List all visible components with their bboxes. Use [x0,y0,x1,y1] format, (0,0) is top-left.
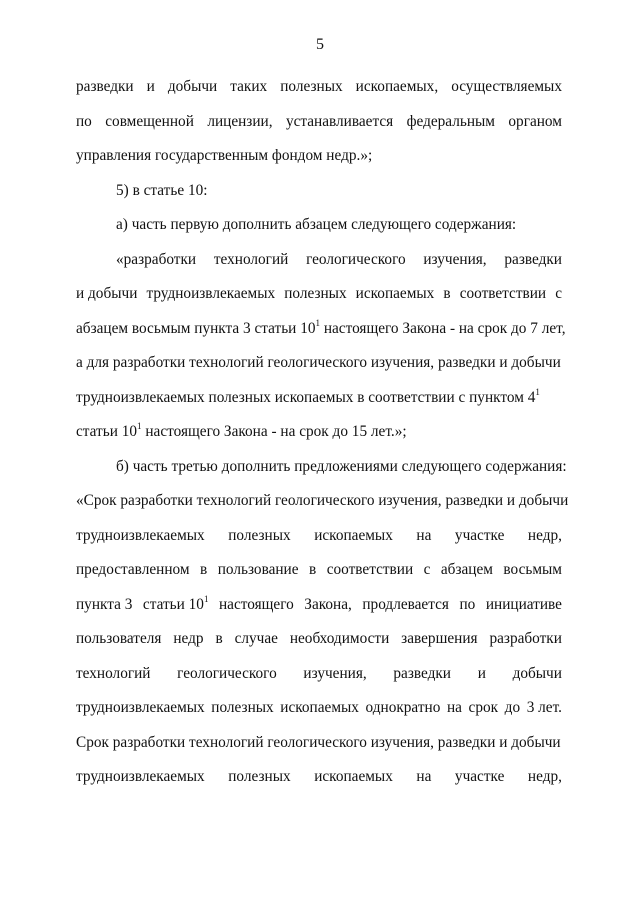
word: необходимости [289,630,390,647]
text-line [76,105,562,140]
word: федеральным [406,112,495,130]
text-segment: статьи 10 [76,423,138,440]
text-line [76,415,562,450]
word: абзацем [440,561,493,578]
word: участке [454,768,505,785]
text-line [76,553,562,588]
word: технологий [213,250,289,268]
word: пункта 3 [76,595,133,613]
text-segment: настоящего Закона - на срок до 15 лет.»; [141,423,407,440]
word: настоящего [218,595,294,613]
list-item-heading: 5) в статье 10: [116,181,208,199]
word: ископаемых [314,768,393,785]
word: разведки [504,250,562,268]
text-line [76,70,562,105]
word: совмещенной [105,112,194,130]
word: в [309,561,317,578]
word: в [443,285,451,302]
superscript: 1 [137,421,142,431]
word: на [416,526,432,544]
page-number: 5 [316,36,324,53]
word: участке [454,526,505,544]
word: «разработки [116,250,197,268]
word: технологий [76,664,151,682]
word: разработки [489,630,562,647]
superscript: 1 [203,593,209,604]
word: пользователя [76,630,162,647]
word: ископаемых [355,285,435,302]
word: по [459,595,476,613]
word: полезных [211,699,274,716]
text-line [76,588,562,623]
text-line [76,622,562,657]
text-line [76,277,562,312]
word: однократно [365,699,441,716]
text-line [76,381,562,416]
text-line [76,519,562,554]
text-segment: трудноизвлекаемых полезных ископаемых в соответствии с пунктом 4 [76,388,536,406]
word: геологического [177,664,277,682]
superscript: 1 [315,317,320,328]
word: с [555,285,562,302]
word: изучения, [303,664,367,682]
word: и [477,664,486,682]
text-line: управления государственным фондом недр.»; [76,147,373,164]
text-line [76,657,562,692]
word: 3 лет. [526,699,562,716]
word: инициативе [485,595,562,613]
word: лицензии, [207,112,273,130]
word: добычи [167,78,218,95]
word: завершения [401,630,478,647]
text-segment: абзацем восьмым пункта 3 статьи 10 [76,319,316,337]
word: на [416,768,432,785]
word: разведки [76,78,134,95]
word: таких [230,78,268,95]
word: и добычи [76,285,138,302]
word: изучения, [423,250,487,268]
word: ископаемых, [355,78,439,95]
word: полезных [228,768,291,785]
text-line: а для разработки технологий геологического изучения, разведки и добычи [76,354,561,371]
sub-item-a: а) часть первую дополнить абзацем следующего содержания: [116,216,517,233]
word: по [76,112,92,130]
word: полезных [280,78,343,95]
word: недр, [527,768,562,785]
word: случае [234,630,278,647]
word: добычи [512,664,562,682]
sub-item-b: б) часть третью дополнить предложениями следующего содержания: [116,457,567,475]
word: устанавливается [285,112,394,130]
word: разведки [393,664,451,682]
word: восьмым [503,561,562,578]
word: в [200,561,208,578]
document-body [76,70,569,795]
word: ископаемых [280,699,359,716]
word: трудноизвлекаемых [76,768,205,785]
word: полезных [228,526,291,544]
word: трудноизвлекаемых [76,526,205,544]
word: Закона, [304,595,352,613]
word: полезных [284,285,347,302]
text-line [76,312,566,347]
text-segment: статьи 10 [142,595,204,613]
text-segment: настоящего Закона - на срок до 7 лет, [320,319,566,337]
word: пользование [217,561,299,578]
word: до [504,699,521,716]
word: органом [508,112,562,130]
word: на [446,699,462,716]
word: в [215,630,223,647]
word: недр [173,630,204,647]
word: геологического [306,250,406,268]
word: трудноизвлекаемых [146,285,276,302]
word: с [423,561,431,578]
text-line [76,691,562,726]
text-line: «Срок разработки технологий геологического изучения, разведки и добычи [76,492,569,509]
word [143,588,209,623]
text-line [76,760,562,795]
word: ископаемых [314,526,393,544]
word: осуществляемых [451,78,562,95]
word: трудноизвлекаемых [76,699,205,716]
word: соответствии [326,561,414,578]
word: срок [468,699,499,716]
superscript: 1 [535,386,540,397]
word: продлевается [362,595,449,613]
word: недр, [527,526,562,544]
text-line: Срок разработки технологий геологического изучения, разведки и добычи [76,733,561,751]
word: соответствии [459,285,547,302]
word: предоставленном [76,561,190,578]
text-line [76,243,562,278]
word: и [146,78,155,95]
